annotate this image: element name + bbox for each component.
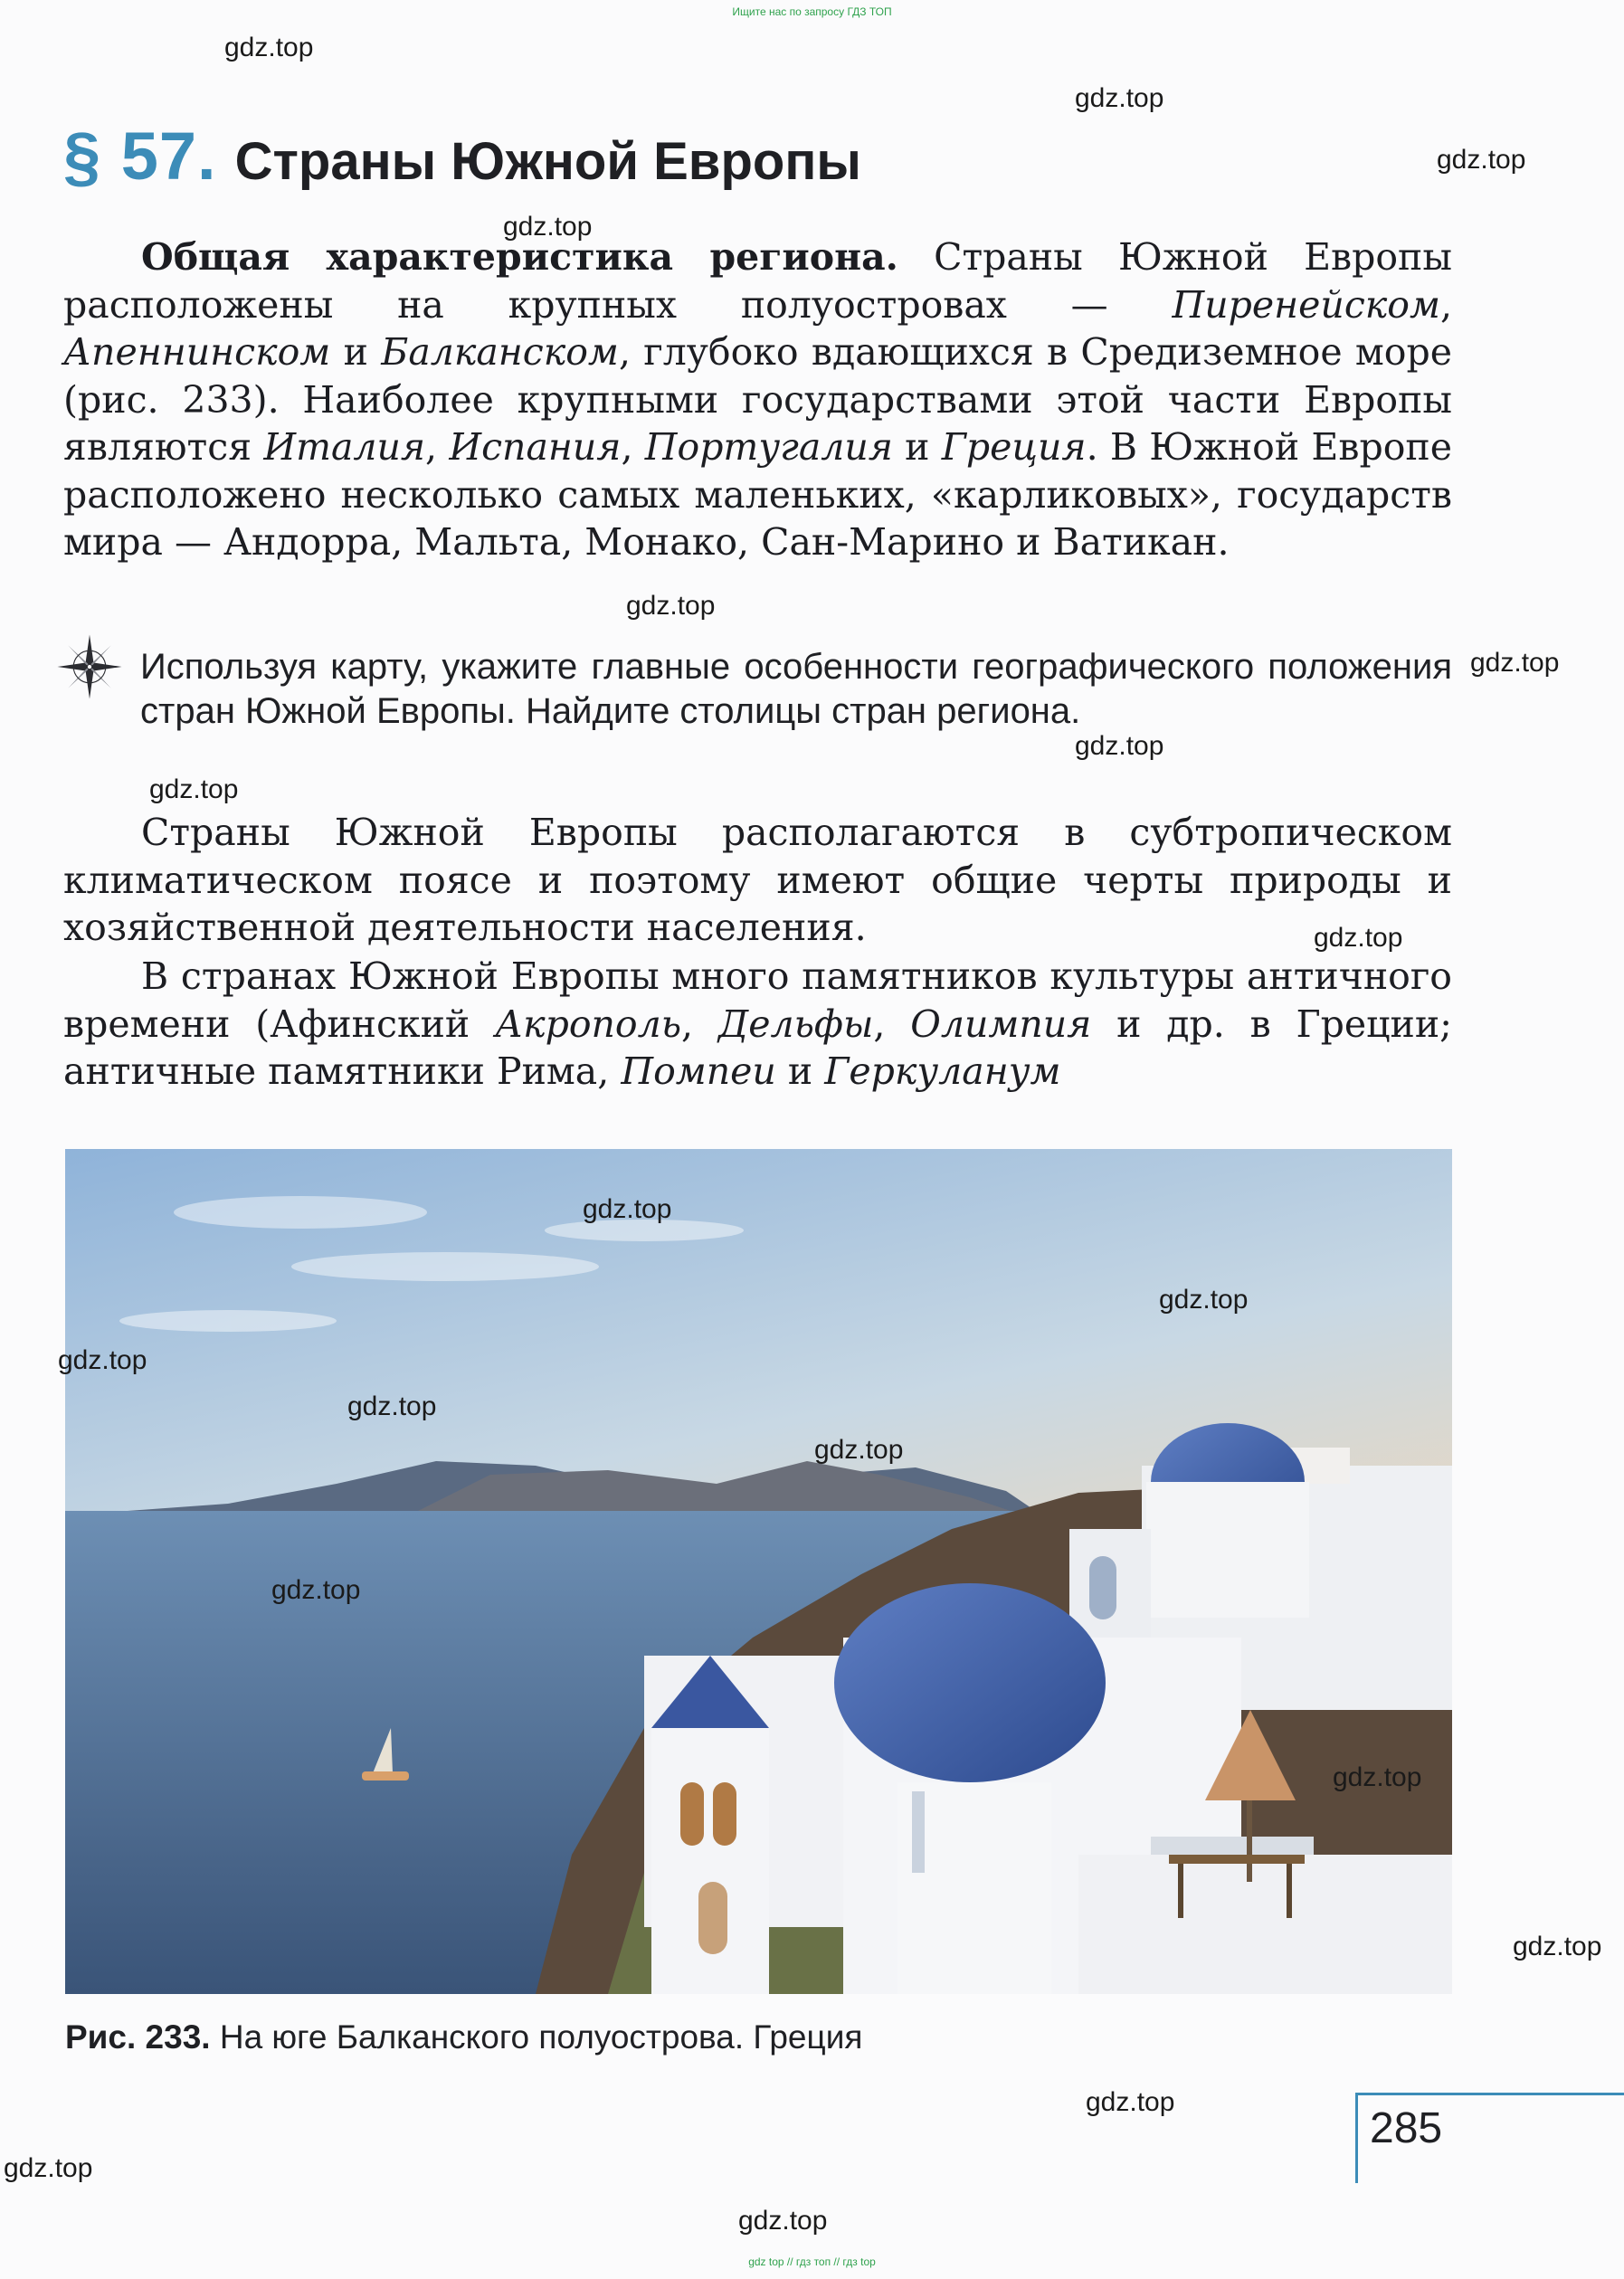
santorini-photo xyxy=(65,1149,1452,1994)
watermark: gdz.top xyxy=(1437,145,1526,175)
section-number: § 57. xyxy=(63,119,217,194)
italic-term: Акрополь xyxy=(495,1002,682,1046)
text-run: и xyxy=(775,1049,825,1093)
paragraph-climate: Страны Южной Европы располагаются в субтропическом климатическом поясе и поэтому имеют общие черты природы и хозяйственной деятельности населения. xyxy=(63,811,1452,949)
figure-caption xyxy=(65,2018,862,2056)
watermark: gdz.top xyxy=(271,1575,361,1605)
figure-caption-text: На юге Балканского полуострова. Греция xyxy=(210,2018,863,2056)
italic-term: Геркуланум xyxy=(824,1049,1061,1093)
watermark: gdz.top xyxy=(738,2206,828,2236)
watermark: gdz.top xyxy=(1333,1762,1422,1792)
watermark: gdz.top xyxy=(1513,1932,1602,1961)
text-run: . В Южной Европе расположено несколько самых маленьких, «карликовых», государств мира — Андорра, Мальта, Монако, Сан-Марино и Ватикан. xyxy=(63,425,1452,564)
italic-term: Пиренейском xyxy=(1172,282,1440,327)
task-question: Используя карту, укажите главные особенности географического положения стран Южной Европы. Найдите столицы стран региона. xyxy=(140,647,1452,731)
italic-term: Португалия xyxy=(644,425,893,469)
text-run: , xyxy=(681,1002,718,1046)
page-number: 285 xyxy=(1370,2104,1443,2152)
text-run: , глубоко вдающихся в Средиземное море (рис. 233). Наиболее крупными государствами этой части Европы являются xyxy=(63,330,1452,469)
italic-term: Апеннинском xyxy=(63,330,331,374)
text-run: , xyxy=(621,425,645,469)
watermark: gdz.top xyxy=(1470,648,1560,678)
watermark: gdz.top xyxy=(503,212,593,242)
top-search-note: Ищите нас по запросу ГДЗ ТОП xyxy=(732,5,892,18)
text-run: , xyxy=(1439,282,1452,327)
italic-term: Олимпия xyxy=(910,1002,1092,1046)
italic-term: Помпеи xyxy=(621,1049,776,1093)
figure-label: Рис. 233. xyxy=(65,2018,211,2056)
text-run: В странах Южной Европы много памятников культуры античного времени (Афинский xyxy=(63,954,1452,1046)
italic-term: Балканском xyxy=(381,330,619,374)
page-number-rule xyxy=(1355,2093,1624,2095)
italic-term: Греция xyxy=(941,425,1087,469)
italic-term: Испания xyxy=(449,425,622,469)
paragraph-general xyxy=(63,233,1452,566)
watermark: gdz.top xyxy=(626,591,716,621)
text-run: , xyxy=(425,425,450,469)
watermark: gdz.top xyxy=(224,33,314,62)
watermark: gdz.top xyxy=(583,1194,672,1224)
watermark: gdz.top xyxy=(4,2153,93,2183)
watermark: gdz.top xyxy=(1086,2087,1175,2117)
watermark: gdz.top xyxy=(149,774,239,804)
watermark: gdz.top xyxy=(1159,1285,1249,1315)
watermark: gdz.top xyxy=(58,1345,147,1375)
text-run: Страны Южной Европы расположены на крупных полуостровах — xyxy=(63,235,1452,327)
text-run: и др. в Греции; античные памятники Рима, xyxy=(63,1002,1452,1093)
italic-term: Италия xyxy=(263,425,426,469)
watermark: gdz.top xyxy=(347,1391,437,1421)
paragraph-lead: Общая характеристика региона. xyxy=(141,235,898,279)
watermark: gdz.top xyxy=(1075,731,1164,761)
watermark: gdz.top xyxy=(1075,83,1164,113)
italic-term: Дельфы xyxy=(717,1002,874,1046)
text-run: и xyxy=(330,330,382,374)
text-run: и xyxy=(892,425,942,469)
compass-rose-icon xyxy=(56,633,123,700)
section-heading xyxy=(63,118,861,195)
paragraph-monuments xyxy=(63,953,1452,1096)
text-run: , xyxy=(873,1002,911,1046)
bottom-note: gdz top // гдз топ // гдз top xyxy=(748,2255,876,2268)
section-title: Страны Южной Европы xyxy=(234,132,861,191)
page-number-rule xyxy=(1355,2093,1358,2183)
watermark: gdz.top xyxy=(814,1435,904,1465)
watermark: gdz.top xyxy=(1314,923,1403,953)
